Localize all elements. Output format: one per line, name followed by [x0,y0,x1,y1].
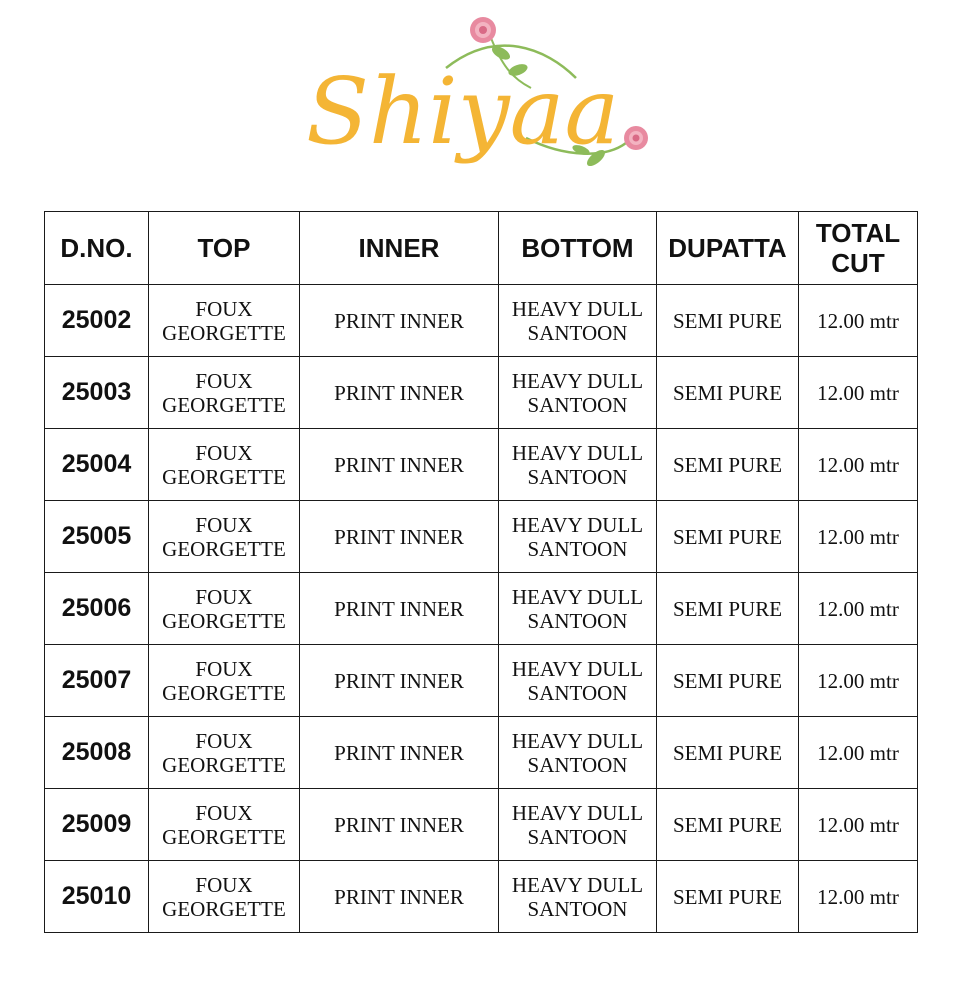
cell-dno: 25007 [45,645,149,717]
brand-name: Shiyaa [306,58,620,165]
cell-inner: PRINT INNER [300,429,499,501]
cell-total-cut: 12.00 mtr [799,861,918,933]
cell-top: FOUX GEORGETTE [149,501,300,573]
cell-dno: 25005 [45,501,149,573]
header-dno: D.NO. [45,212,149,285]
cell-inner: PRINT INNER [300,501,499,573]
table-row [45,285,918,357]
brand-logo [296,8,666,198]
cell-bottom: HEAVY DULL SANTOON [499,573,657,645]
header-inner: INNER [300,212,499,285]
cell-dupatta: SEMI PURE [657,645,799,717]
cell-top: FOUX GEORGETTE [149,861,300,933]
logo-graphic [296,8,666,198]
cell-bottom: HEAVY DULL SANTOON [499,357,657,429]
cell-dno: 25006 [45,573,149,645]
cell-top: FOUX GEORGETTE [149,285,300,357]
cell-bottom: HEAVY DULL SANTOON [499,501,657,573]
cell-dupatta: SEMI PURE [657,861,799,933]
cell-dupatta: SEMI PURE [657,573,799,645]
cell-dno: 25009 [45,789,149,861]
cell-top: FOUX GEORGETTE [149,717,300,789]
cell-top: FOUX GEORGETTE [149,645,300,717]
rose-icon [624,126,648,150]
cell-dupatta: SEMI PURE [657,285,799,357]
cell-total-cut: 12.00 mtr [799,573,918,645]
header-bottom: BOTTOM [499,212,657,285]
cell-inner: PRINT INNER [300,357,499,429]
cell-bottom: HEAVY DULL SANTOON [499,717,657,789]
cell-total-cut: 12.00 mtr [799,717,918,789]
cell-bottom: HEAVY DULL SANTOON [499,789,657,861]
cell-total-cut: 12.00 mtr [799,501,918,573]
table-row [45,429,918,501]
cell-dno: 25010 [45,861,149,933]
cell-top: FOUX GEORGETTE [149,429,300,501]
fabric-spec-table [44,211,918,933]
cell-dno: 25004 [45,429,149,501]
table-header-row [45,212,918,285]
header-top: TOP [149,212,300,285]
table-row [45,717,918,789]
cell-bottom: HEAVY DULL SANTOON [499,429,657,501]
cell-inner: PRINT INNER [300,573,499,645]
cell-inner: PRINT INNER [300,285,499,357]
cell-dno: 25008 [45,717,149,789]
cell-dno: 25003 [45,357,149,429]
rose-icon [470,17,496,43]
cell-dupatta: SEMI PURE [657,501,799,573]
table-row [45,861,918,933]
table-row [45,789,918,861]
cell-total-cut: 12.00 mtr [799,789,918,861]
cell-top: FOUX GEORGETTE [149,357,300,429]
cell-total-cut: 12.00 mtr [799,357,918,429]
cell-top: FOUX GEORGETTE [149,789,300,861]
table-row [45,357,918,429]
cell-dupatta: SEMI PURE [657,429,799,501]
cell-total-cut: 12.00 mtr [799,429,918,501]
cell-dupatta: SEMI PURE [657,357,799,429]
cell-inner: PRINT INNER [300,645,499,717]
cell-inner: PRINT INNER [300,789,499,861]
cell-inner: PRINT INNER [300,717,499,789]
header-total-cut: TOTAL CUT [799,212,918,285]
cell-inner: PRINT INNER [300,861,499,933]
cell-total-cut: 12.00 mtr [799,645,918,717]
table-row [45,501,918,573]
cell-dno: 25002 [45,285,149,357]
cell-bottom: HEAVY DULL SANTOON [499,285,657,357]
header-dupatta: DUPATTA [657,212,799,285]
cell-bottom: HEAVY DULL SANTOON [499,861,657,933]
cell-bottom: HEAVY DULL SANTOON [499,645,657,717]
cell-dupatta: SEMI PURE [657,789,799,861]
cell-top: FOUX GEORGETTE [149,573,300,645]
cell-dupatta: SEMI PURE [657,717,799,789]
cell-total-cut: 12.00 mtr [799,285,918,357]
table-row [45,573,918,645]
table-row [45,645,918,717]
